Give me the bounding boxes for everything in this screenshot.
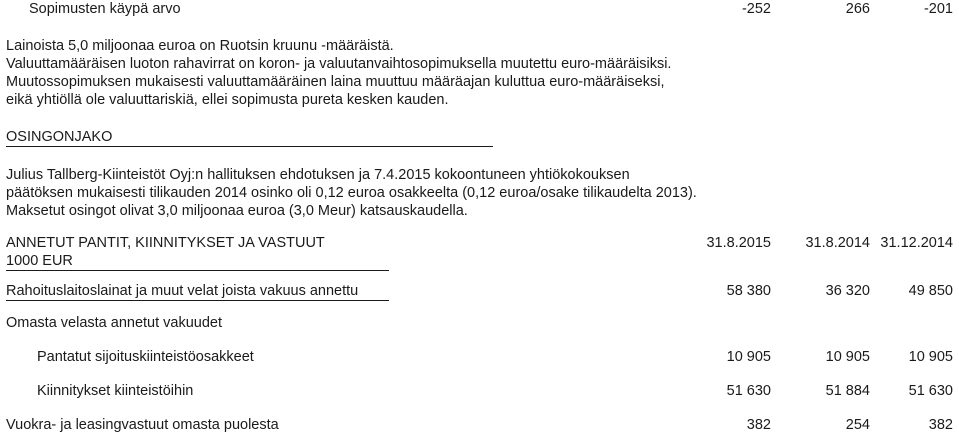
table-cell: 10 905 bbox=[908, 349, 953, 365]
pledges-unit: 1000 EUR bbox=[6, 253, 73, 269]
table-cell: 51 630 bbox=[908, 383, 953, 399]
table-row-label: Vuokra- ja leasingvastuut omasta puolesta bbox=[6, 417, 279, 433]
pledges-heading: ANNETUT PANTIT, KIINNITYKSET JA VASTUUT bbox=[6, 235, 325, 251]
table-row-label: Kiinnitykset kiinteistöihin bbox=[37, 383, 194, 399]
row-rule bbox=[6, 300, 389, 301]
table-cell: 51 630 bbox=[726, 383, 771, 399]
table-cell: 254 bbox=[845, 417, 870, 433]
table-cell: 382 bbox=[928, 417, 953, 433]
loan-note-line-2: Valuuttamääräisen luoton rahavirrat on koron- ja valuutanvaihtosopimuksella muutettu euro-määräisiksi. bbox=[6, 56, 672, 72]
column-header-31-8-2014: 31.8.2014 bbox=[805, 235, 870, 251]
table-cell: 10 905 bbox=[726, 349, 771, 365]
loan-note-line-3: Muutossopimuksen mukaisesti valuuttamääräinen laina muuttuu määräajan kuluttua euro-määräiseksi, bbox=[6, 74, 665, 90]
pledges-heading-rule bbox=[6, 270, 389, 271]
column-header-31-12-2014: 31.12.2014 bbox=[880, 235, 953, 251]
table-cell: 51 884 bbox=[825, 383, 870, 399]
loan-note-line-4: eikä yhtiöllä ole valuuttariskiä, ellei sopimusta pureta kesken kauden. bbox=[6, 92, 449, 108]
dividend-heading-rule bbox=[6, 146, 493, 147]
valuation-label: Sopimusten käypä arvo bbox=[29, 1, 181, 17]
table-cell: 10 905 bbox=[825, 349, 870, 365]
table-cell: 58 380 bbox=[726, 283, 771, 299]
table-row-label: Pantatut sijoituskiinteistöosakkeet bbox=[37, 349, 254, 365]
dividend-heading: OSINGONJAKO bbox=[6, 129, 113, 145]
column-header-31-8-2015: 31.8.2015 bbox=[706, 235, 771, 251]
valuation-value-2014: 266 bbox=[845, 1, 870, 17]
dividend-line-1: Julius Tallberg-Kiinteistöt Oyj:n hallituksen ehdotuksen ja 7.4.2015 kokoontuneen yhtiökokouksen bbox=[6, 167, 630, 183]
valuation-value-2015: -252 bbox=[741, 1, 771, 17]
table-cell: 36 320 bbox=[825, 283, 870, 299]
dividend-line-3: Maksetut osingot olivat 3,0 miljoonaa euroa (3,0 Meur) katsauskaudella. bbox=[6, 203, 468, 219]
valuation-value-2014-year: -201 bbox=[923, 1, 953, 17]
table-cell: 382 bbox=[746, 417, 771, 433]
table-row-label: Rahoituslaitoslainat ja muut velat joista vakuus annettu bbox=[6, 283, 359, 299]
table-row-label: Omasta velasta annetut vakuudet bbox=[6, 315, 223, 331]
table-cell: 49 850 bbox=[908, 283, 953, 299]
dividend-line-2: päätöksen mukaisesti tilikauden 2014 osinko oli 0,12 euroa osakkeelta (0,12 euroa/osake tilikaudelta 2013). bbox=[6, 185, 697, 201]
loan-note-line-1: Lainoista 5,0 miljoonaa euroa on Ruotsin kruunu -määräistä. bbox=[6, 38, 394, 54]
